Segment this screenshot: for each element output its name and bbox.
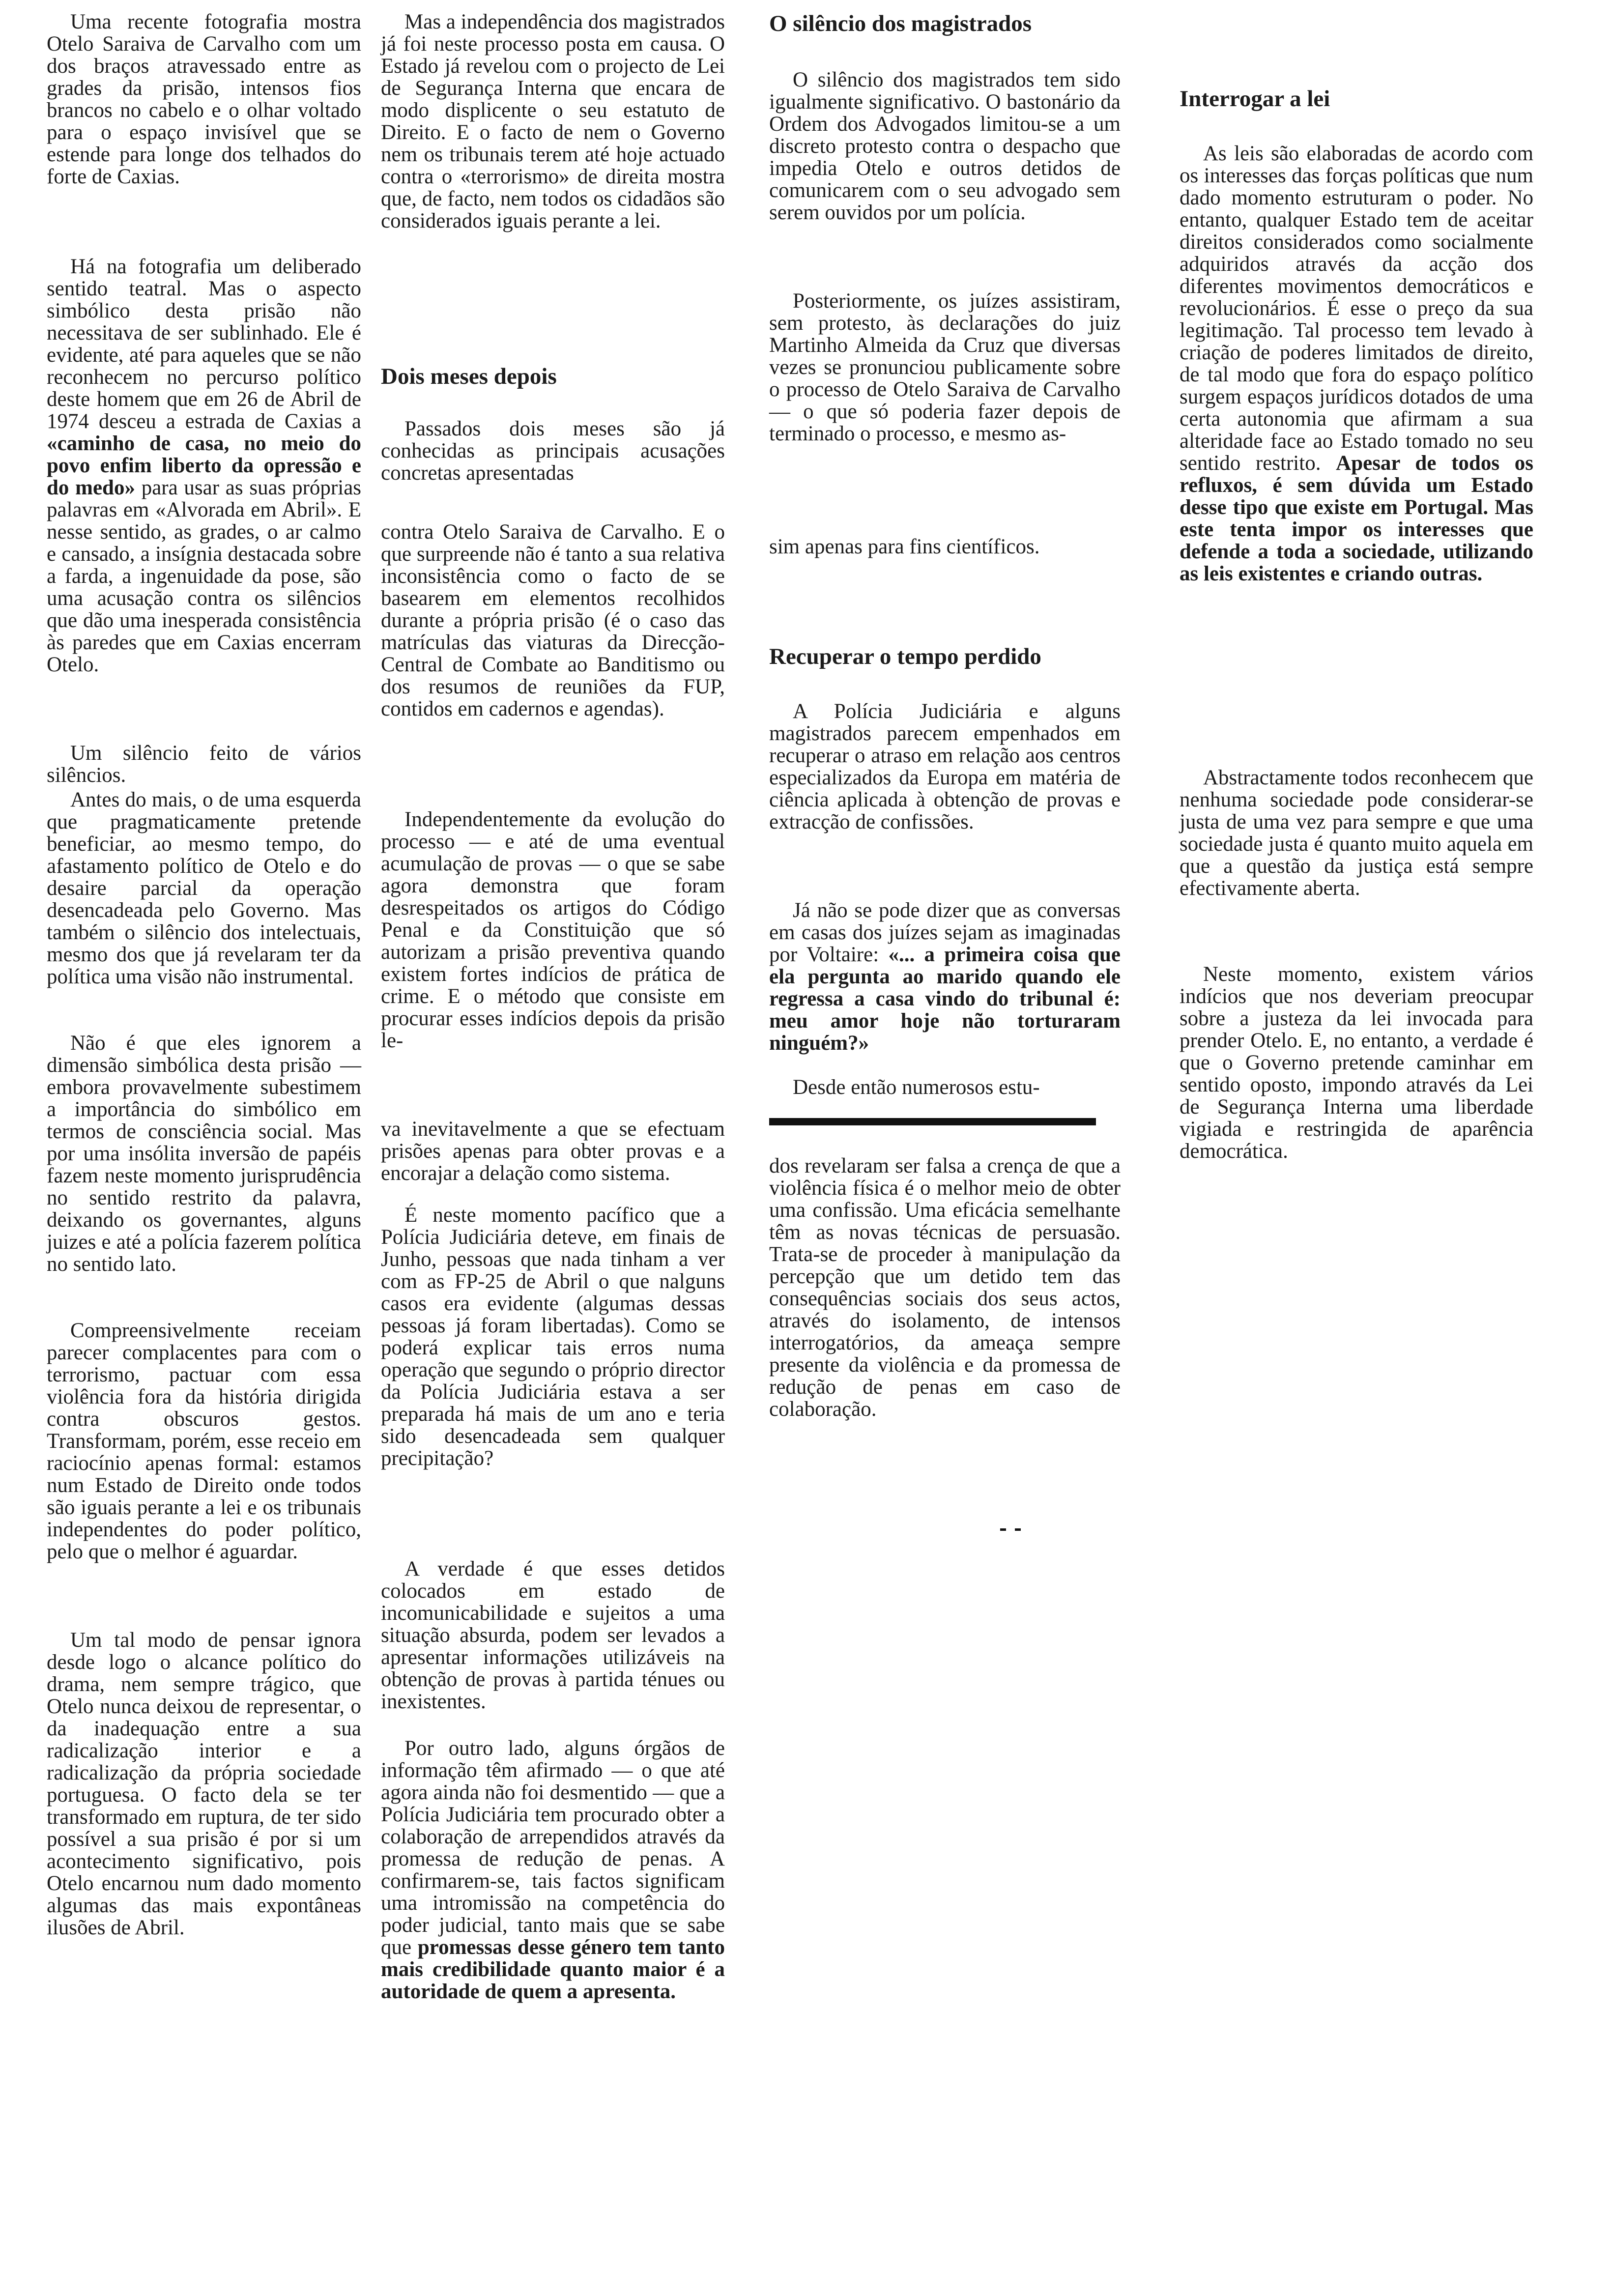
paragraph: dos revelaram ser falsa a crença de que a violência física é o melhor meio de obter uma confissão. Uma eficácia semelhante têm as novas técnicas de persuasão. Trata-se de proceder à manipulação da percepção que um detido tem das consequências sociais dos seus actos, através do isolamento, de intensos interrogatórios, da ameaça sempre presente da violência e da promessa de redução de penas em caso de colaboração. [769,1154,1121,1421]
paragraph: Desde então numerosos estu- [793,1076,1040,1099]
paragraph: Passados dois meses são já conhecidas as principais acusações concretas apresentadas [381,417,725,485]
bold-quote: «caminho de casa, no meio do povo enfim liberto da opressão e do medo» [47,432,361,499]
paragraph [47,256,361,676]
paragraph: É neste momento pacífico que a Polícia Judiciária deteve, em finais de Junho, pessoas que nada tinham a ver com as FP-25 de Abril o que nalguns casos era evidente (algumas dessas pessoas já foram libertadas). Como se poderá explicar tais erros numa operação que segundo o próprio director da Polícia Judiciária estava a ser preparada há mais de um ano e teria sido desencadeada sem qualquer precipitação? [381,1204,725,1470]
paragraph [381,1737,725,2003]
bold-text: Apesar de todos os refluxos, é sem dúvida um Estado desse tipo que existe em Portugal. Mas este tenta impor os interesses que defende a toda a sociedade, utilizando as leis existentes e criando outras. [1180,452,1533,585]
section-heading: Interrogar a lei [1180,86,1330,112]
paragraph: Independentemente da evolução do processo — e até de uma eventual acumulação de provas — o que se sabe agora demonstra que foram desrespeitados os artigos do Código Penal e da Constituição que só autorizam a prisão preventiva quando existem fortes indícios de prática de crime. E o método que consiste em procurar esses indícios depois da prisão le- [381,808,725,1052]
paragraph-text: Já não se pode dizer que as conversas em casas dos juízes sejam as imaginadas por Voltaire: [769,899,1121,966]
paragraph: A Polícia Judiciária e alguns magistrados parecem empenhados em recuperar o atraso em relação aos centros especializados da Europa em matéria de ciência aplicada à obtenção de provas e extracção de confissões. [769,700,1121,833]
paragraph: Não é que eles ignorem a dimensão simbólica desta prisão — embora provavelmente subestimem a importância do simbólico em termos de consciência social. Mas por uma insólita inversão de papéis fazem neste momento jurisprudência no sentido restrito da palavra, deixando os governantes, alguns juizes e até a polícia fazerem política no sentido lato. [47,1032,361,1276]
paragraph: va inevitavelmente a que se efectuam prisões apenas para obter provas e a encorajar a delação como sistema. [381,1118,725,1185]
paragraph: Compreensivelmente receiam parecer complacentes para com o terrorismo, pactuar com essa violência fora da história dirigida contra obscuros gestos. Transformam, porém, esse receio em raciocínio apenas formal: estamos num Estado de Direito onde todos são iguais perante a lei e os tribunais independentes do poder político, pelo que o melhor é aguardar. [47,1319,361,1563]
section-heading: Dois meses depois [381,364,557,389]
dash-mark [1000,1528,1006,1531]
column-divider-rule [769,1118,1096,1125]
paragraph: O silêncio dos magistrados tem sido igualmente significativo. O bastonário da Ordem dos Advogados limitou-se a um discreto protesto contra o despacho que impedia Otelo e outros detidos de comunicarem com o seu advogado sem serem ouvidos por um polícia. [769,68,1121,224]
bold-quote: «... a primeira coisa que ela pergunta ao marido quando ele regressa a casa vindo do tribunal é: meu amor hoje não torturaram ninguém?» [769,943,1121,1055]
paragraph-text: para usar as suas próprias palavras em «Alvorada em Abril». E nesse sentido, as grades, o ar calmo e cansado, a insígnia destacada sobre a farda, a ingenuidade da pose, são uma acusação contra os silêncios que dão uma inesperada consistência às paredes que em Caxias encerram Otelo. [47,476,362,676]
paragraph-text: As leis são elaboradas de acordo com os interesses das forças políticas que num dado momento estruturam o poder. No entanto, qualquer Estado tem de aceitar direitos considerados como socialmente adquiridos através da acção dos diferentes movimentos democráticos e revolucionários. É esse o preço da sua legitimação. Tal processo tem levado à criação de poderes limitados de direito, de tal modo que fora do espaço político surgem espaços jurídicos dotados de uma certa autonomia que afirmam a sua alteridade face ao Estado tomado no seu sentido restrito. [1180,142,1533,475]
paragraph: sim apenas para fins científicos. [769,535,1040,558]
paragraph: Abstractamente todos reconhecem que nenhuma sociedade pode considerar-se justa de uma vez para sempre e que uma sociedade justa é quanto muito aquela em que a questão da justiça está sempre efectivamente aberta. [1180,766,1533,900]
paragraph-text: Há na fotografia um deliberado sentido teatral. Mas o aspecto simbólico desta prisão não necessitava de ser sublinhado. Ele é evidente, até para aqueles que se não reconhecem no percurso político deste homem que em 26 de Abril de 1974 desceu a estrada de Caxias a [47,255,361,433]
section-heading: O silêncio dos magistrados [769,11,1032,36]
paragraph: contra Otelo Saraiva de Carvalho. E o que surpreende não é tanto a sua relativa inconsistência como o facto de se basearem em elementos recolhidos durante a própria prisão (é o caso das matrículas das viaturas da Direcção-Central de Combate ao Banditismo ou dos resumos de reuniões da FUP, contidos em cadernos e agendas). [381,520,725,720]
section-heading: Recuperar o tempo perdido [769,644,1041,669]
paragraph: A verdade é que esses detidos colocados em estado de incomunicabilidade e sujeitos a uma situação absurda, podem ser levados a apresentar informações utilizáveis na obtenção de provas à partida ténues ou inexistentes. [381,1557,725,1713]
bold-text: promessas desse género tem tanto mais credibilidade quanto maior é a autoridade de quem a apresenta. [381,1936,725,2003]
paragraph: Uma recente fotografia mostra Otelo Saraiva de Carvalho com um dos braços atravessado entre as grades da prisão, intensos fios brancos no cabelo e o olhar voltado para o espaço invisível que se estende para longe dos telhados do forte de Caxias. [47,10,361,188]
dash-mark [1015,1528,1021,1531]
paragraph: Mas a independência dos magistrados já foi neste processo posta em causa. O Estado já revelou com o projecto de Lei de Segurança Interna que encara de modo displicente o seu estatuto de Direito. E o facto de nem o Governo nem os tribunais terem até hoje actuado contra o «terrorismo» de direita mostra que, de facto, nem todos os cidadãos são considerados iguais perante a lei. [381,10,725,232]
paragraph: Posteriormente, os juízes assistiram, sem protesto, às declarações do juiz Martinho Almeida da Cruz que diversas vezes se pronunciou publicamente sobre o processo de Otelo Saraiva de Carvalho — o que só poderia fazer depois de terminado o processo, e mesmo as- [769,289,1121,445]
paragraph: Um silêncio feito de vários silêncios. [47,742,361,787]
paragraph [1180,143,1533,585]
paragraph-text: Por outro lado, alguns órgãos de informação têm afirmado — o que até agora ainda não foi desmentido — que a Polícia Judiciária tem procurado obter a colaboração de arrependidos através da promessa de redução de penas. A confirmarem-se, tais factos significam uma intromissão na competência do poder judicial, tanto mais que se sabe que [381,1737,725,1959]
paragraph: Antes do mais, o de uma esquerda que pragmaticamente pretende beneficiar, ao mesmo tempo, do afastamento político de Otelo e do desaire parcial da operação desencadeada pelo Governo. Mas também o silêncio dos intelectuais, mesmo dos que já revelaram ter da política uma visão não instrumental. [47,788,361,988]
paragraph [769,899,1121,1054]
paragraph: Um tal modo de pensar ignora desde logo o alcance político do drama, nem sempre trágico, que Otelo nunca deixou de representar, o da inadequação entre a sua radicalização interior e a radicalização da própria sociedade portuguesa. O facto dela se ter transformado em ruptura, de ter sido possível a sua prisão é por si um acontecimento significativo, pois Otelo encarnou num dado momento algumas das mais expontâneas ilusões de Abril. [47,1629,361,1939]
paragraph: Neste momento, existem vários indícios que nos deveriam preocupar sobre a justeza da lei invocada para prender Otelo. E, no entanto, a verdade é que o Governo pretende caminhar em sentido oposto, impondo através da Lei de Segurança Interna uma liberdade vigiada e restringida de aparência democrática. [1180,963,1533,1163]
